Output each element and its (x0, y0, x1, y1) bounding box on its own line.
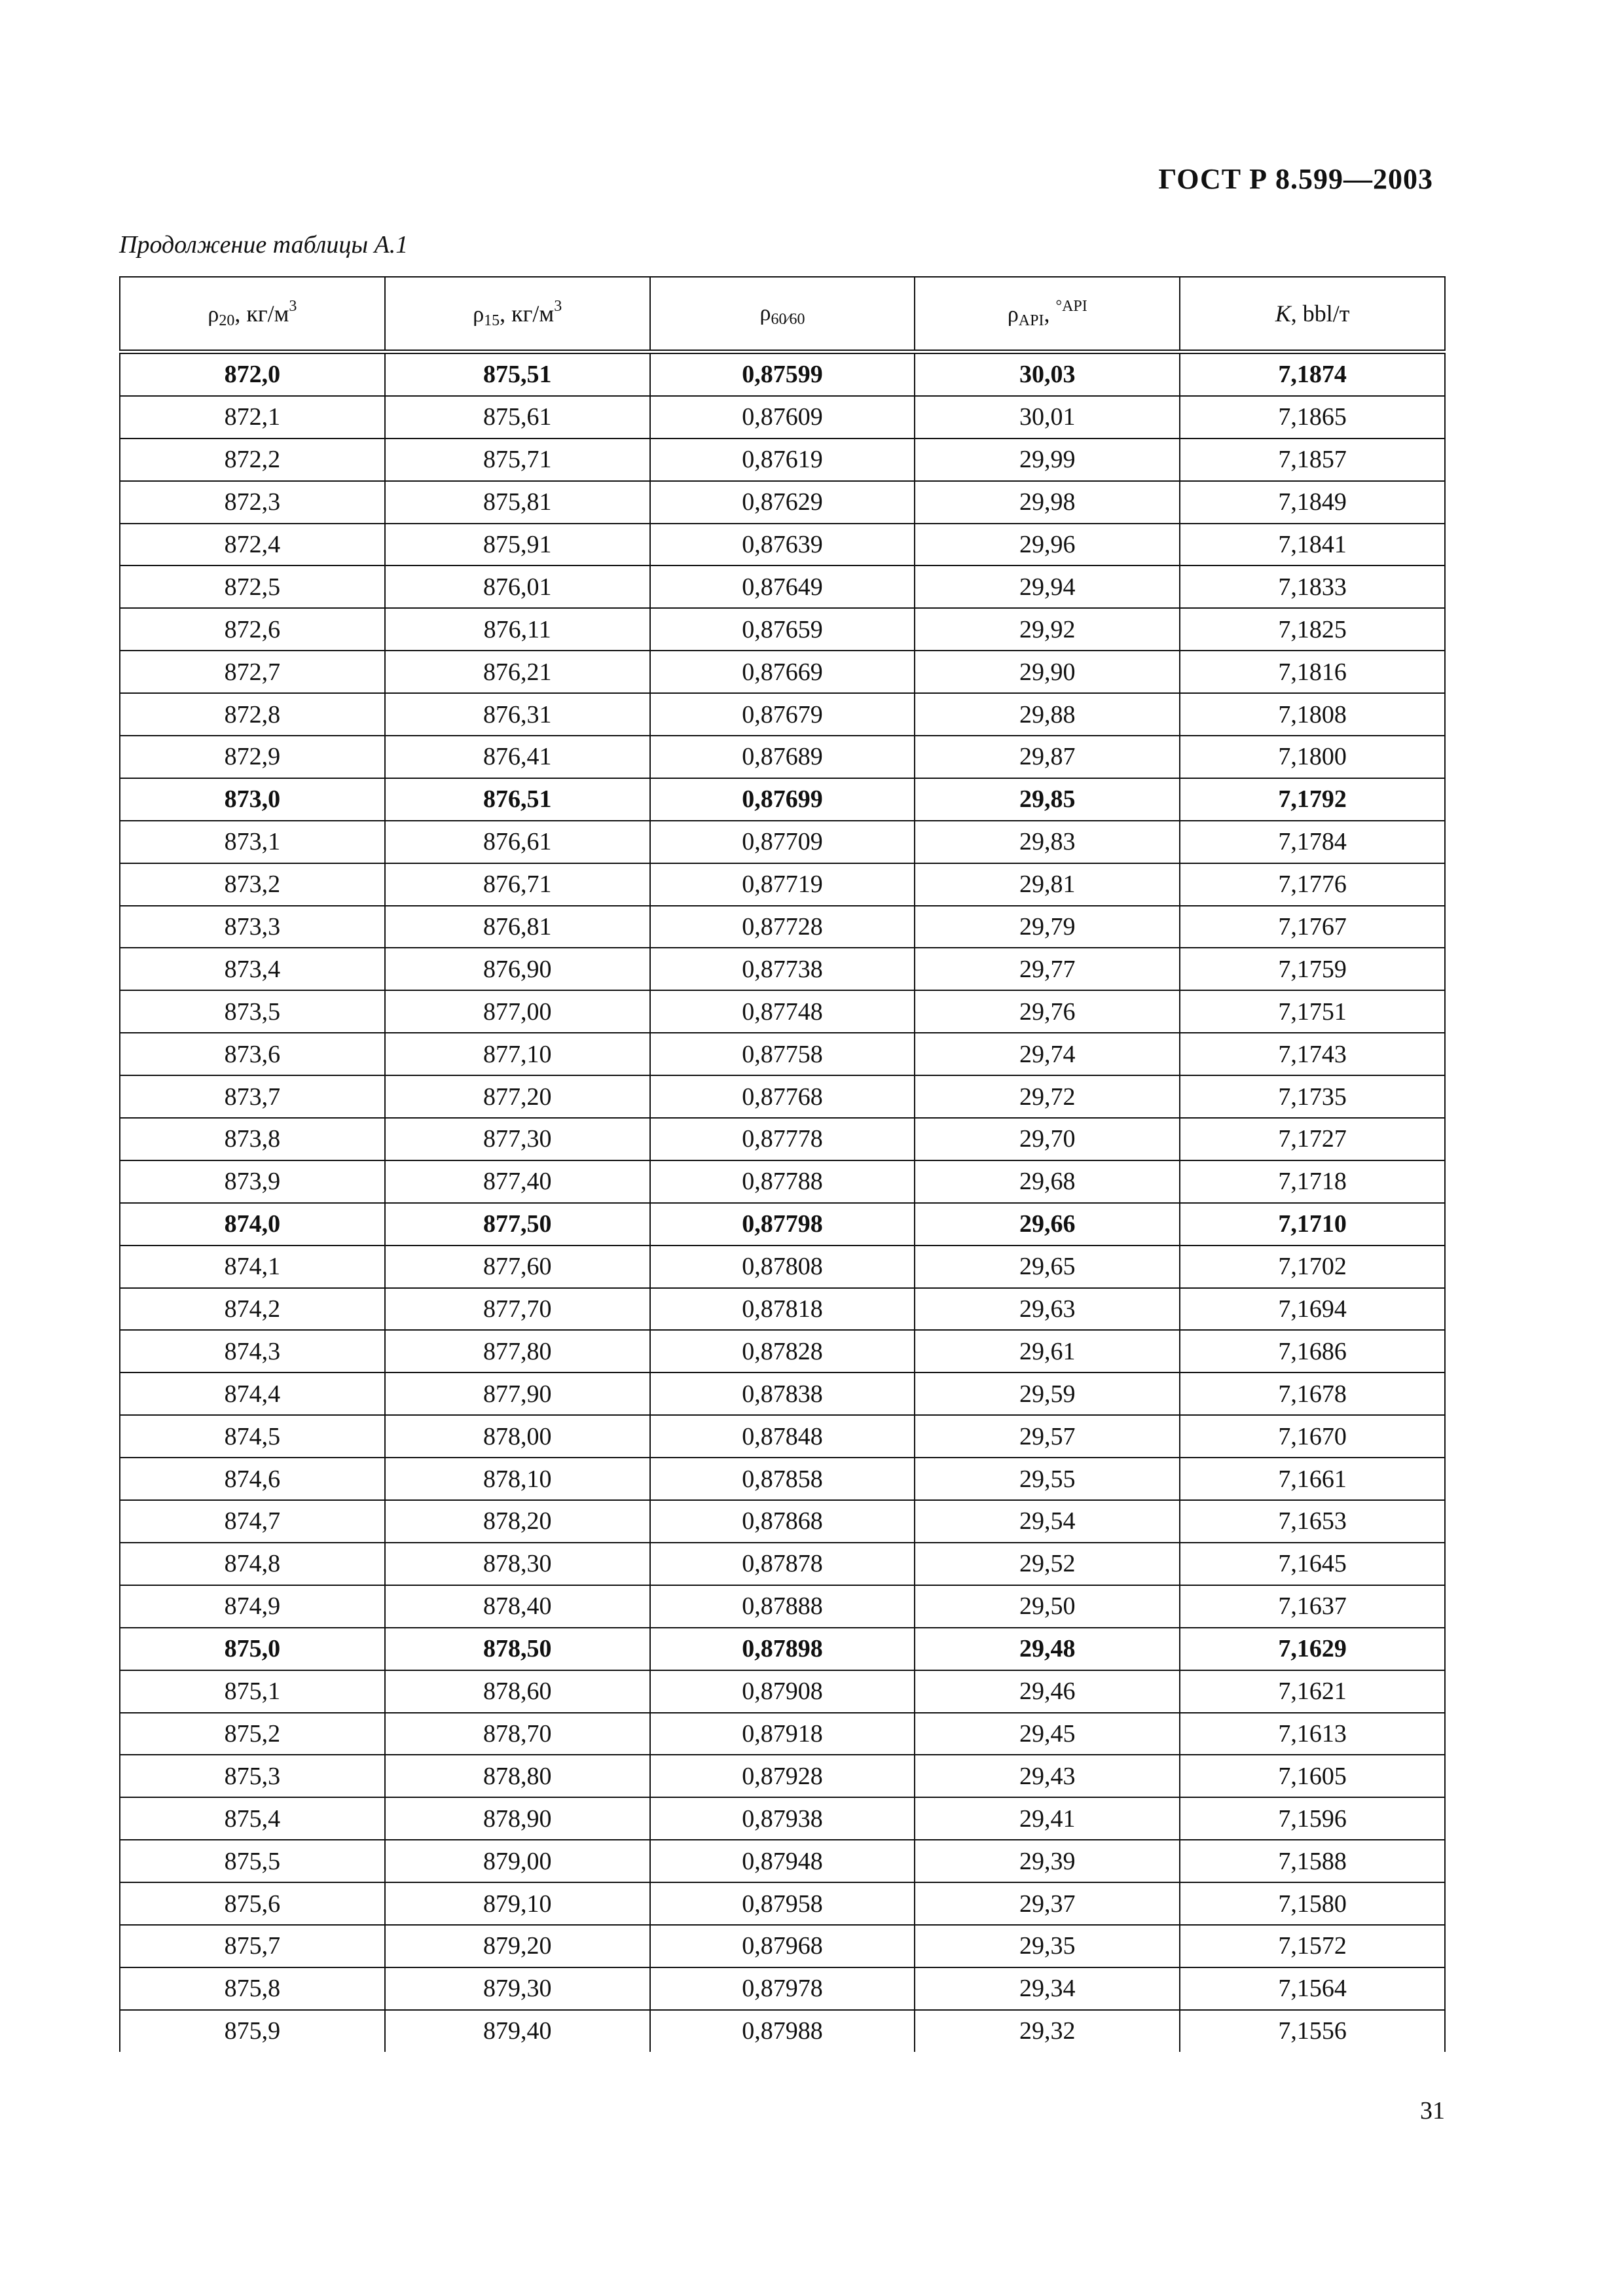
k-cell: 7,1661 (1180, 1458, 1445, 1500)
rho60-60-cell: 0,87748 (650, 990, 915, 1033)
rho15-cell: 876,31 (385, 693, 650, 736)
table-row (120, 1372, 1445, 1415)
rho60-60-cell: 0,87629 (650, 481, 915, 524)
rho60-60-cell: 0,87838 (650, 1372, 915, 1415)
k-cell: 7,1767 (1180, 906, 1445, 948)
k-cell: 7,1718 (1180, 1160, 1445, 1203)
rho15-cell: 877,40 (385, 1160, 650, 1203)
rho20-cell: 873,7 (120, 1075, 385, 1118)
rho-api-cell: 29,59 (915, 1372, 1180, 1415)
rho60-60-cell: 0,87719 (650, 863, 915, 906)
rho60-60-cell: 0,87808 (650, 1246, 915, 1288)
k-cell: 7,1678 (1180, 1372, 1445, 1415)
column-header-rho15 (385, 277, 650, 352)
k-cell: 7,1710 (1180, 1203, 1445, 1246)
column-header-rho60-60 (650, 277, 915, 352)
rho60-60-cell: 0,87609 (650, 396, 915, 439)
rho20-cell: 873,4 (120, 948, 385, 990)
rho20-cell: 872,9 (120, 736, 385, 778)
rho-api-cell: 29,79 (915, 906, 1180, 948)
rho-api-cell: 29,61 (915, 1330, 1180, 1372)
table-row (120, 1840, 1445, 1882)
rho-api-cell: 29,68 (915, 1160, 1180, 1203)
table-row (120, 863, 1445, 906)
rho15-cell: 877,60 (385, 1246, 650, 1288)
rho15-cell: 878,00 (385, 1415, 650, 1458)
column-subscript: 60⁄60 (771, 311, 805, 328)
rho20-cell: 875,9 (120, 2010, 385, 2052)
rho20-cell: 872,7 (120, 651, 385, 693)
table-row (120, 778, 1445, 821)
rho20-cell: 874,4 (120, 1372, 385, 1415)
rho20-cell: 873,9 (120, 1160, 385, 1203)
rho20-cell: 875,1 (120, 1670, 385, 1713)
rho15-cell: 875,61 (385, 396, 650, 439)
rho-api-cell: 30,03 (915, 352, 1180, 396)
rho15-cell: 877,00 (385, 990, 650, 1033)
table-row (120, 481, 1445, 524)
rho-api-cell: 29,70 (915, 1118, 1180, 1160)
k-cell: 7,1784 (1180, 821, 1445, 863)
k-cell: 7,1702 (1180, 1246, 1445, 1288)
k-cell: 7,1605 (1180, 1755, 1445, 1797)
column-symbol: ρ (1007, 302, 1019, 327)
table-row (120, 1203, 1445, 1246)
table-row (120, 1160, 1445, 1203)
rho-api-cell: 29,46 (915, 1670, 1180, 1713)
column-subscript: 15 (484, 312, 500, 329)
table-row (120, 1713, 1445, 1755)
rho15-cell: 875,51 (385, 352, 650, 396)
rho15-cell: 876,01 (385, 565, 650, 608)
k-cell: 7,1743 (1180, 1033, 1445, 1075)
table-row (120, 2010, 1445, 2052)
rho15-cell: 878,20 (385, 1500, 650, 1543)
k-cell: 7,1735 (1180, 1075, 1445, 1118)
rho15-cell: 878,90 (385, 1797, 650, 1840)
rho20-cell: 873,6 (120, 1033, 385, 1075)
column-symbol: ρ (208, 302, 219, 327)
rho60-60-cell: 0,87679 (650, 693, 915, 736)
rho20-cell: 873,3 (120, 906, 385, 948)
rho-api-cell: 29,41 (915, 1797, 1180, 1840)
column-separator: , (500, 300, 512, 327)
rho60-60-cell: 0,87968 (650, 1925, 915, 1967)
rho15-cell: 878,50 (385, 1628, 650, 1670)
k-cell: 7,1825 (1180, 608, 1445, 651)
k-cell: 7,1841 (1180, 524, 1445, 566)
rho15-cell: 877,90 (385, 1372, 650, 1415)
column-header-rho-api (915, 277, 1180, 352)
column-symbol: K (1275, 300, 1291, 327)
table-row (120, 990, 1445, 1033)
rho15-cell: 876,21 (385, 651, 650, 693)
rho20-cell: 872,8 (120, 693, 385, 736)
rho20-cell: 875,8 (120, 1967, 385, 2010)
rho20-cell: 872,4 (120, 524, 385, 566)
rho-api-cell: 29,88 (915, 693, 1180, 736)
rho-api-cell: 29,83 (915, 821, 1180, 863)
rho15-cell: 879,30 (385, 1967, 650, 2010)
rho-api-cell: 29,37 (915, 1882, 1180, 1925)
column-separator: , (1044, 300, 1056, 327)
rho-api-cell: 29,81 (915, 863, 1180, 906)
rho-api-cell: 29,34 (915, 1967, 1180, 2010)
table-row (120, 1500, 1445, 1543)
k-cell: 7,1727 (1180, 1118, 1445, 1160)
rho-api-cell: 29,74 (915, 1033, 1180, 1075)
rho60-60-cell: 0,87619 (650, 439, 915, 481)
rho-api-cell: 29,96 (915, 524, 1180, 566)
rho20-cell: 875,6 (120, 1882, 385, 1925)
rho60-60-cell: 0,87848 (650, 1415, 915, 1458)
k-cell: 7,1645 (1180, 1543, 1445, 1585)
rho-api-cell: 29,45 (915, 1713, 1180, 1755)
k-cell: 7,1857 (1180, 439, 1445, 481)
rho-api-cell: 29,50 (915, 1585, 1180, 1628)
rho60-60-cell: 0,87918 (650, 1713, 915, 1755)
rho15-cell: 878,70 (385, 1713, 650, 1755)
column-unit: bbl/т (1302, 300, 1350, 327)
rho-api-cell: 29,54 (915, 1500, 1180, 1543)
table-row (120, 565, 1445, 608)
table-row (120, 1628, 1445, 1670)
column-unit: °API (1055, 297, 1087, 315)
rho20-cell: 873,1 (120, 821, 385, 863)
column-separator: , (1290, 300, 1303, 327)
k-cell: 7,1833 (1180, 565, 1445, 608)
k-cell: 7,1629 (1180, 1628, 1445, 1670)
k-cell: 7,1686 (1180, 1330, 1445, 1372)
rho15-cell: 878,10 (385, 1458, 650, 1500)
rho60-60-cell: 0,87908 (650, 1670, 915, 1713)
rho60-60-cell: 0,87758 (650, 1033, 915, 1075)
rho15-cell: 877,20 (385, 1075, 650, 1118)
column-header-k (1180, 277, 1445, 352)
rho20-cell: 872,3 (120, 481, 385, 524)
rho15-cell: 877,10 (385, 1033, 650, 1075)
rho60-60-cell: 0,87778 (650, 1118, 915, 1160)
rho60-60-cell: 0,87958 (650, 1882, 915, 1925)
table-caption: Продолжение таблицы А.1 (119, 231, 409, 259)
rho15-cell: 879,20 (385, 1925, 650, 1967)
page-number: 31 (1420, 2097, 1445, 2125)
rho20-cell: 873,0 (120, 778, 385, 821)
table-row (120, 1033, 1445, 1075)
rho20-cell: 874,7 (120, 1500, 385, 1543)
column-superscript: 3 (554, 297, 562, 315)
table-row (120, 1585, 1445, 1628)
rho20-cell: 872,2 (120, 439, 385, 481)
rho60-60-cell: 0,87828 (650, 1330, 915, 1372)
rho-api-cell: 29,65 (915, 1246, 1180, 1288)
rho15-cell: 879,10 (385, 1882, 650, 1925)
rho60-60-cell: 0,87938 (650, 1797, 915, 1840)
rho-api-cell: 29,72 (915, 1075, 1180, 1118)
column-subscript: API (1018, 312, 1044, 329)
rho15-cell: 876,11 (385, 608, 650, 651)
k-cell: 7,1580 (1180, 1882, 1445, 1925)
k-cell: 7,1694 (1180, 1288, 1445, 1331)
table-row (120, 1755, 1445, 1797)
rho-api-cell: 29,99 (915, 439, 1180, 481)
k-cell: 7,1621 (1180, 1670, 1445, 1713)
rho15-cell: 876,51 (385, 778, 650, 821)
k-cell: 7,1613 (1180, 1713, 1445, 1755)
rho-api-cell: 29,52 (915, 1543, 1180, 1585)
rho20-cell: 873,5 (120, 990, 385, 1033)
rho20-cell: 875,3 (120, 1755, 385, 1797)
rho15-cell: 877,30 (385, 1118, 650, 1160)
rho-api-cell: 29,85 (915, 778, 1180, 821)
table-row (120, 1246, 1445, 1288)
rho60-60-cell: 0,87948 (650, 1840, 915, 1882)
rho60-60-cell: 0,87699 (650, 778, 915, 821)
rho15-cell: 879,00 (385, 1840, 650, 1882)
rho15-cell: 878,80 (385, 1755, 650, 1797)
table-row (120, 1288, 1445, 1331)
rho20-cell: 874,6 (120, 1458, 385, 1500)
rho20-cell: 875,7 (120, 1925, 385, 1967)
rho60-60-cell: 0,87669 (650, 651, 915, 693)
rho20-cell: 875,2 (120, 1713, 385, 1755)
rho-api-cell: 29,48 (915, 1628, 1180, 1670)
rho20-cell: 874,2 (120, 1288, 385, 1331)
rho60-60-cell: 0,87888 (650, 1585, 915, 1628)
table-row (120, 651, 1445, 693)
column-symbol: ρ (759, 301, 771, 325)
table-row (120, 1075, 1445, 1118)
k-cell: 7,1653 (1180, 1500, 1445, 1543)
rho-api-cell: 29,90 (915, 651, 1180, 693)
rho15-cell: 876,71 (385, 863, 650, 906)
k-cell: 7,1800 (1180, 736, 1445, 778)
table-row (120, 1458, 1445, 1500)
rho-api-cell: 29,98 (915, 481, 1180, 524)
rho60-60-cell: 0,87599 (650, 352, 915, 396)
rho-api-cell: 29,35 (915, 1925, 1180, 1967)
table-row (120, 396, 1445, 439)
table-row (120, 439, 1445, 481)
rho60-60-cell: 0,87898 (650, 1628, 915, 1670)
rho60-60-cell: 0,87689 (650, 736, 915, 778)
rho60-60-cell: 0,87649 (650, 565, 915, 608)
rho60-60-cell: 0,87878 (650, 1543, 915, 1585)
rho15-cell: 876,90 (385, 948, 650, 990)
table-row (120, 524, 1445, 566)
table-row (120, 1925, 1445, 1967)
k-cell: 7,1816 (1180, 651, 1445, 693)
rho-api-cell: 29,92 (915, 608, 1180, 651)
k-cell: 7,1792 (1180, 778, 1445, 821)
rho20-cell: 872,5 (120, 565, 385, 608)
rho-api-cell: 29,76 (915, 990, 1180, 1033)
rho15-cell: 875,91 (385, 524, 650, 566)
rho60-60-cell: 0,87978 (650, 1967, 915, 2010)
rho-api-cell: 29,55 (915, 1458, 1180, 1500)
k-cell: 7,1596 (1180, 1797, 1445, 1840)
rho15-cell: 875,71 (385, 439, 650, 481)
k-cell: 7,1556 (1180, 2010, 1445, 2052)
rho15-cell: 875,81 (385, 481, 650, 524)
rho15-cell: 879,40 (385, 2010, 650, 2052)
rho60-60-cell: 0,87858 (650, 1458, 915, 1500)
table-row (120, 1882, 1445, 1925)
rho20-cell: 874,1 (120, 1246, 385, 1288)
rho-api-cell: 29,39 (915, 1840, 1180, 1882)
k-cell: 7,1874 (1180, 352, 1445, 396)
table-row (120, 948, 1445, 990)
rho20-cell: 872,1 (120, 396, 385, 439)
rho15-cell: 876,41 (385, 736, 650, 778)
rho20-cell: 874,8 (120, 1543, 385, 1585)
k-cell: 7,1670 (1180, 1415, 1445, 1458)
rho60-60-cell: 0,87768 (650, 1075, 915, 1118)
rho-api-cell: 29,94 (915, 565, 1180, 608)
rho20-cell: 875,0 (120, 1628, 385, 1670)
rho60-60-cell: 0,87709 (650, 821, 915, 863)
rho60-60-cell: 0,87928 (650, 1755, 915, 1797)
table-row (120, 1330, 1445, 1372)
rho-api-cell: 29,63 (915, 1288, 1180, 1331)
k-cell: 7,1751 (1180, 990, 1445, 1033)
column-symbol: ρ (473, 302, 484, 327)
rho15-cell: 877,80 (385, 1330, 650, 1372)
rho15-cell: 876,61 (385, 821, 650, 863)
table-row (120, 736, 1445, 778)
table-row (120, 1670, 1445, 1713)
rho-api-cell: 30,01 (915, 396, 1180, 439)
column-separator: , (234, 300, 247, 327)
rho60-60-cell: 0,87728 (650, 906, 915, 948)
rho15-cell: 878,60 (385, 1670, 650, 1713)
k-cell: 7,1776 (1180, 863, 1445, 906)
table-row (120, 693, 1445, 736)
rho-api-cell: 29,66 (915, 1203, 1180, 1246)
table-row (120, 1797, 1445, 1840)
column-unit: кг/м (246, 300, 289, 327)
rho15-cell: 877,70 (385, 1288, 650, 1331)
table-row (120, 1967, 1445, 2010)
rho60-60-cell: 0,87988 (650, 2010, 915, 2052)
k-cell: 7,1637 (1180, 1585, 1445, 1628)
k-cell: 7,1865 (1180, 396, 1445, 439)
table-row (120, 906, 1445, 948)
rho15-cell: 877,50 (385, 1203, 650, 1246)
table-row (120, 352, 1445, 396)
rho60-60-cell: 0,87818 (650, 1288, 915, 1331)
column-unit: кг/м (511, 300, 555, 327)
table-row (120, 821, 1445, 863)
rho20-cell: 873,8 (120, 1118, 385, 1160)
rho20-cell: 873,2 (120, 863, 385, 906)
k-cell: 7,1564 (1180, 1967, 1445, 2010)
rho15-cell: 878,40 (385, 1585, 650, 1628)
table-row (120, 1118, 1445, 1160)
rho-api-cell: 29,57 (915, 1415, 1180, 1458)
k-cell: 7,1588 (1180, 1840, 1445, 1882)
rho20-cell: 872,0 (120, 352, 385, 396)
column-superscript: 3 (289, 297, 297, 315)
k-cell: 7,1808 (1180, 693, 1445, 736)
rho-api-cell: 29,32 (915, 2010, 1180, 2052)
table-row (120, 1543, 1445, 1585)
rho15-cell: 876,81 (385, 906, 650, 948)
rho20-cell: 874,5 (120, 1415, 385, 1458)
table-body (120, 352, 1445, 2052)
density-table (119, 276, 1446, 2052)
column-subscript: 20 (219, 312, 235, 329)
rho-api-cell: 29,77 (915, 948, 1180, 990)
rho20-cell: 875,4 (120, 1797, 385, 1840)
k-cell: 7,1759 (1180, 948, 1445, 990)
document-code: ГОСТ Р 8.599—2003 (1158, 163, 1433, 195)
rho60-60-cell: 0,87798 (650, 1203, 915, 1246)
k-cell: 7,1849 (1180, 481, 1445, 524)
rho-api-cell: 29,87 (915, 736, 1180, 778)
k-cell: 7,1572 (1180, 1925, 1445, 1967)
rho60-60-cell: 0,87659 (650, 608, 915, 651)
rho-api-cell: 29,43 (915, 1755, 1180, 1797)
table-header-row (120, 277, 1445, 352)
rho20-cell: 874,9 (120, 1585, 385, 1628)
rho60-60-cell: 0,87738 (650, 948, 915, 990)
column-header-rho20 (120, 277, 385, 352)
rho15-cell: 878,30 (385, 1543, 650, 1585)
rho20-cell: 872,6 (120, 608, 385, 651)
rho60-60-cell: 0,87639 (650, 524, 915, 566)
table-row (120, 1415, 1445, 1458)
rho20-cell: 874,3 (120, 1330, 385, 1372)
rho20-cell: 874,0 (120, 1203, 385, 1246)
table-row (120, 608, 1445, 651)
rho20-cell: 875,5 (120, 1840, 385, 1882)
rho60-60-cell: 0,87788 (650, 1160, 915, 1203)
rho60-60-cell: 0,87868 (650, 1500, 915, 1543)
